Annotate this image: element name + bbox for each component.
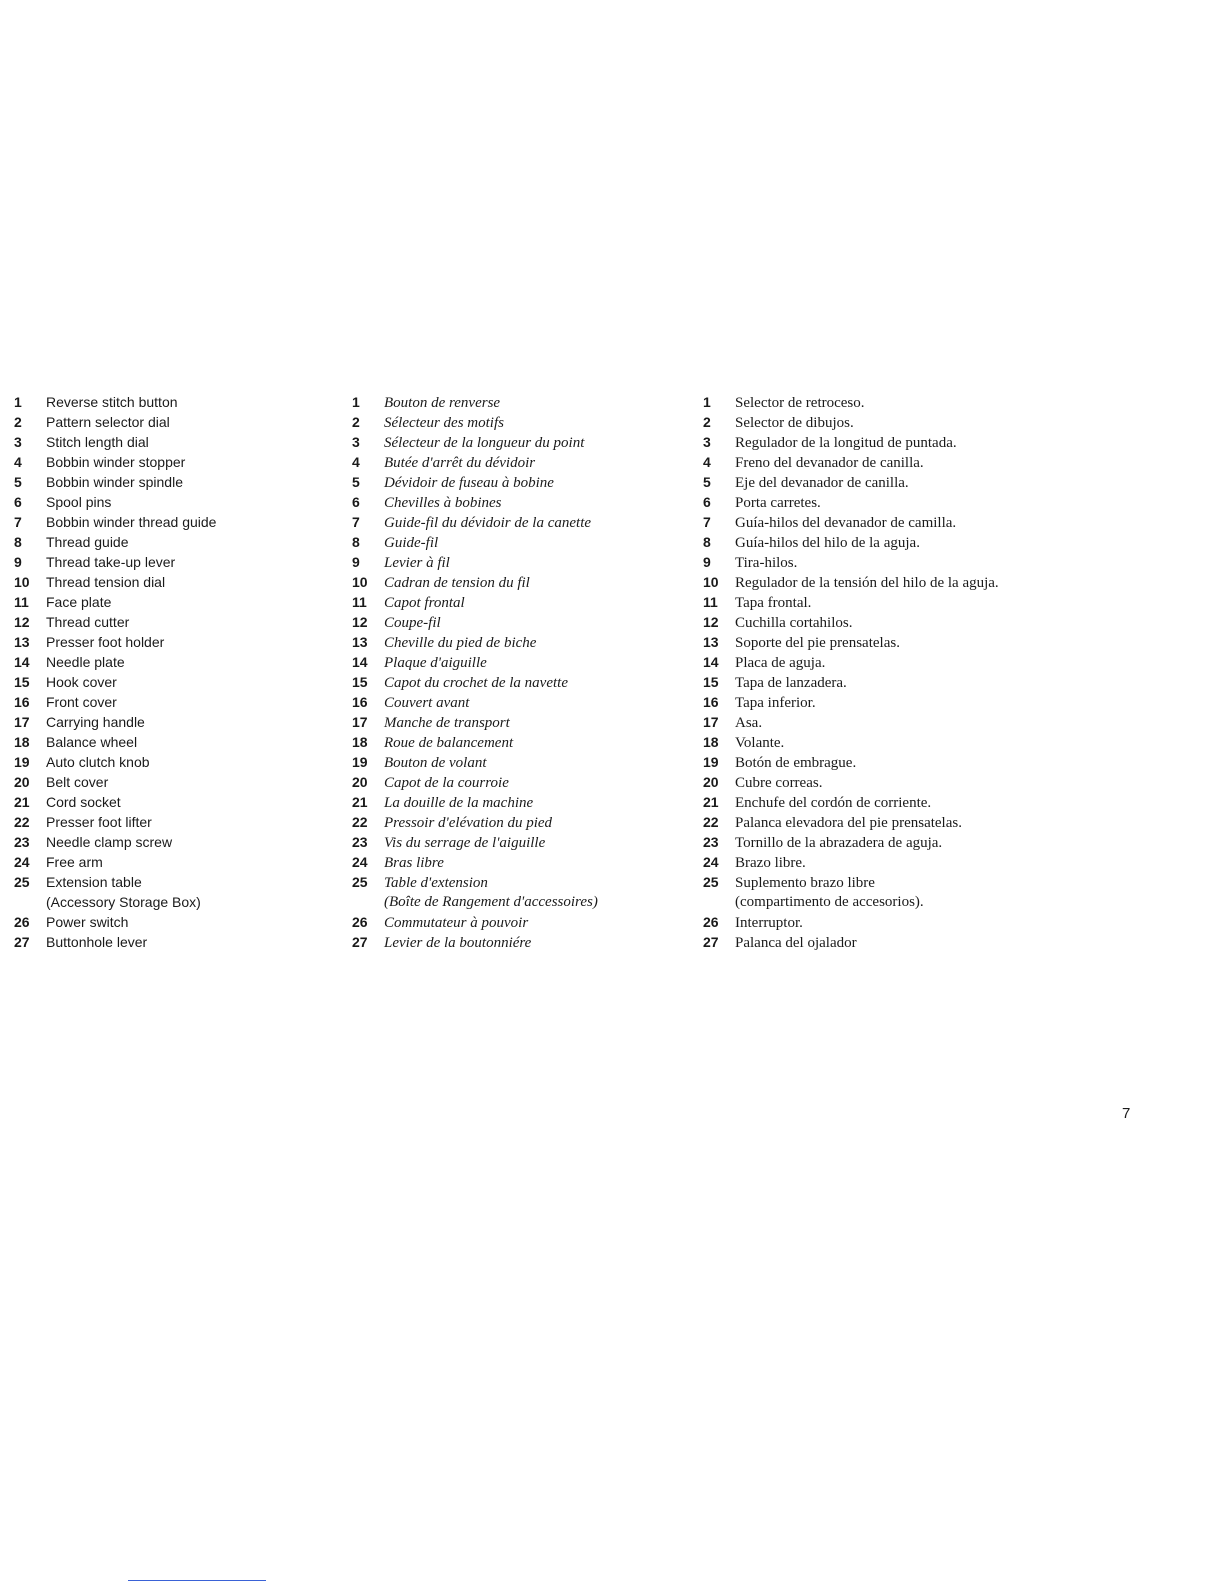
part-number: 4 bbox=[14, 454, 22, 470]
part-number: 5 bbox=[352, 474, 360, 490]
part-number: 7 bbox=[703, 514, 711, 530]
part-label: Presser foot holder bbox=[46, 634, 165, 650]
part-label: Free arm bbox=[46, 854, 103, 870]
part-list-item bbox=[352, 812, 682, 832]
part-list-item bbox=[14, 472, 324, 492]
part-label: Tira-hilos. bbox=[735, 555, 798, 571]
part-label: Guía-hilos del hilo de la aguja. bbox=[735, 535, 920, 551]
part-list-item bbox=[352, 712, 682, 732]
part-list-item bbox=[14, 572, 324, 592]
part-number: 6 bbox=[14, 494, 22, 510]
part-label: Needle clamp screw bbox=[46, 834, 173, 850]
part-list-item bbox=[703, 632, 1103, 652]
part-number: 7 bbox=[14, 514, 22, 530]
part-number: 1 bbox=[703, 394, 711, 410]
part-list-item bbox=[352, 392, 682, 412]
part-number: 20 bbox=[703, 774, 719, 790]
part-number: 19 bbox=[352, 754, 368, 770]
part-number: 27 bbox=[703, 934, 719, 950]
part-label: Placa de aguja. bbox=[735, 655, 826, 671]
part-label: Tapa de lanzadera. bbox=[735, 675, 847, 691]
part-number: 2 bbox=[703, 414, 711, 430]
part-number: 23 bbox=[703, 834, 719, 850]
part-number: 27 bbox=[14, 934, 30, 950]
part-list-item bbox=[352, 912, 682, 932]
part-label: Thread tension dial bbox=[46, 574, 166, 590]
part-label: Power switch bbox=[46, 914, 129, 930]
part-label: (compartimento de accesorios). bbox=[735, 894, 924, 910]
part-label: Enchufe del cordón de corriente. bbox=[735, 795, 932, 811]
part-list-item bbox=[703, 592, 1103, 612]
part-list-item bbox=[352, 472, 682, 492]
part-number: 26 bbox=[14, 914, 30, 930]
part-list-item bbox=[14, 912, 324, 932]
part-list-item bbox=[14, 752, 324, 772]
part-label: Tapa inferior. bbox=[735, 695, 816, 711]
part-number: 16 bbox=[703, 694, 719, 710]
part-label: Carrying handle bbox=[46, 714, 145, 730]
part-number: 4 bbox=[703, 454, 711, 470]
part-label: Cheville du pied de biche bbox=[384, 635, 537, 651]
part-number: 1 bbox=[352, 394, 360, 410]
part-list-item bbox=[14, 412, 324, 432]
part-list-item bbox=[14, 392, 324, 412]
part-label: Commutateur à pouvoir bbox=[384, 915, 529, 931]
part-list-item bbox=[14, 492, 324, 512]
part-list-item bbox=[14, 892, 324, 912]
part-list-item bbox=[352, 412, 682, 432]
part-number: 24 bbox=[703, 854, 719, 870]
part-list-item bbox=[14, 652, 324, 672]
part-label: Cadran de tension du fil bbox=[384, 575, 530, 591]
part-label: Bouton de renverse bbox=[384, 395, 501, 411]
part-number: 27 bbox=[352, 934, 368, 950]
part-number: 12 bbox=[14, 614, 30, 630]
part-label: Manche de transport bbox=[384, 715, 510, 731]
part-label: Table d'extension bbox=[384, 875, 488, 891]
part-list-item bbox=[703, 792, 1103, 812]
part-list-item bbox=[703, 812, 1103, 832]
part-number: 22 bbox=[352, 814, 368, 830]
part-label: Thread take-up lever bbox=[46, 554, 176, 570]
part-list-item bbox=[703, 752, 1103, 772]
part-label: Tapa frontal. bbox=[735, 595, 812, 611]
part-list-item bbox=[703, 672, 1103, 692]
part-list-item bbox=[703, 892, 1103, 912]
part-label: Sélecteur de la longueur du point bbox=[384, 435, 585, 451]
part-label: Presser foot lifter bbox=[46, 814, 152, 830]
part-number: 8 bbox=[14, 534, 22, 550]
part-list-item bbox=[14, 432, 324, 452]
part-label: Interruptor. bbox=[735, 915, 803, 931]
part-number: 16 bbox=[352, 694, 368, 710]
part-label: Selector de retroceso. bbox=[735, 395, 865, 411]
part-number: 25 bbox=[14, 874, 30, 890]
part-label: Dévidoir de fuseau à bobine bbox=[384, 475, 554, 491]
part-label: Capot du crochet de la navette bbox=[384, 675, 568, 691]
part-number: 20 bbox=[14, 774, 30, 790]
part-number: 12 bbox=[352, 614, 368, 630]
part-label: Eje del devanador de canilla. bbox=[735, 475, 909, 491]
part-number: 15 bbox=[703, 674, 719, 690]
part-list-item bbox=[14, 512, 324, 532]
part-list-item bbox=[352, 672, 682, 692]
part-list-item bbox=[703, 772, 1103, 792]
part-label: Suplemento brazo libre bbox=[735, 875, 875, 891]
part-label: Soporte del pie prensatelas. bbox=[735, 635, 900, 651]
part-number: 17 bbox=[14, 714, 30, 730]
part-list-item bbox=[14, 692, 324, 712]
part-number: 9 bbox=[703, 554, 711, 570]
part-list-item bbox=[352, 792, 682, 812]
part-number: 5 bbox=[14, 474, 22, 490]
part-number: 24 bbox=[352, 854, 368, 870]
part-list-item bbox=[352, 852, 682, 872]
part-list-item bbox=[14, 832, 324, 852]
part-label: Guide-fil bbox=[384, 535, 439, 551]
part-list-item bbox=[352, 592, 682, 612]
part-label: Hook cover bbox=[46, 674, 117, 690]
part-number: 10 bbox=[14, 574, 30, 590]
part-list-item bbox=[703, 432, 1103, 452]
part-label: Thread cutter bbox=[46, 614, 130, 630]
part-label: Sélecteur des motifs bbox=[384, 415, 504, 431]
part-list-item bbox=[14, 852, 324, 872]
part-list-item bbox=[703, 852, 1103, 872]
part-number: 3 bbox=[703, 434, 711, 450]
parts-list-english bbox=[14, 392, 324, 952]
part-label: Balance wheel bbox=[46, 734, 138, 750]
part-number: 17 bbox=[352, 714, 368, 730]
part-list-item bbox=[14, 872, 324, 892]
part-number: 18 bbox=[703, 734, 719, 750]
part-label: Belt cover bbox=[46, 774, 109, 790]
part-label: Regulador de la tensión del hilo de la aguja. bbox=[735, 575, 999, 591]
part-label: Bobbin winder thread guide bbox=[46, 514, 217, 530]
part-list-item bbox=[703, 572, 1103, 592]
part-number: 10 bbox=[703, 574, 719, 590]
part-list-item bbox=[352, 632, 682, 652]
part-label: Bobbin winder stopper bbox=[46, 454, 186, 470]
part-number: 18 bbox=[14, 734, 30, 750]
part-label: Face plate bbox=[46, 594, 112, 610]
part-list-item bbox=[703, 872, 1103, 892]
part-number: 23 bbox=[14, 834, 30, 850]
part-list-item bbox=[352, 772, 682, 792]
part-list-item bbox=[352, 832, 682, 852]
part-label: Stitch length dial bbox=[46, 434, 149, 450]
part-list-item bbox=[14, 552, 324, 572]
part-number: 6 bbox=[703, 494, 711, 510]
page-number: 7 bbox=[1122, 1105, 1131, 1122]
part-label: Freno del devanador de canilla. bbox=[735, 455, 924, 471]
part-number: 3 bbox=[352, 434, 360, 450]
part-number: 18 bbox=[352, 734, 368, 750]
part-list-item bbox=[352, 652, 682, 672]
part-number: 21 bbox=[703, 794, 719, 810]
part-label: Pattern selector dial bbox=[46, 414, 170, 430]
part-number: 14 bbox=[14, 654, 30, 670]
parts-list-spanish bbox=[703, 392, 1103, 952]
part-number: 15 bbox=[14, 674, 30, 690]
part-label: Reverse stitch button bbox=[46, 394, 178, 410]
part-number: 26 bbox=[703, 914, 719, 930]
part-list-item bbox=[14, 712, 324, 732]
part-label: Guía-hilos del devanador de camilla. bbox=[735, 515, 957, 531]
part-list-item bbox=[703, 832, 1103, 852]
part-list-item bbox=[352, 512, 682, 532]
part-label: Levier de la boutonniére bbox=[384, 935, 532, 951]
part-number: 21 bbox=[14, 794, 30, 810]
part-list-item bbox=[352, 612, 682, 632]
part-number: 11 bbox=[352, 594, 367, 610]
part-label: Needle plate bbox=[46, 654, 125, 670]
part-number: 8 bbox=[703, 534, 711, 550]
part-label: Chevilles à bobines bbox=[384, 495, 502, 511]
part-number: 2 bbox=[352, 414, 360, 430]
part-number: 22 bbox=[14, 814, 30, 830]
part-label: Capot de la courroie bbox=[384, 775, 509, 791]
part-label: Spool pins bbox=[46, 494, 112, 510]
part-label: Thread guide bbox=[46, 534, 129, 550]
part-list-item bbox=[352, 452, 682, 472]
part-number: 8 bbox=[352, 534, 360, 550]
part-list-item bbox=[703, 472, 1103, 492]
part-list-item bbox=[352, 892, 682, 912]
part-list-item bbox=[352, 532, 682, 552]
part-number: 11 bbox=[14, 594, 29, 610]
part-label: Bouton de volant bbox=[384, 755, 487, 771]
part-label: Palanca del ojalador bbox=[735, 935, 857, 951]
part-label: Couvert avant bbox=[384, 695, 470, 711]
part-label: Extension table bbox=[46, 874, 142, 890]
part-number: 2 bbox=[14, 414, 22, 430]
part-list-item bbox=[703, 552, 1103, 572]
part-number: 13 bbox=[352, 634, 368, 650]
part-list-item bbox=[14, 672, 324, 692]
part-label: Roue de balancement bbox=[384, 735, 514, 751]
part-label: Buttonhole lever bbox=[46, 934, 148, 950]
part-list-item bbox=[14, 532, 324, 552]
part-label: Cord socket bbox=[46, 794, 121, 810]
part-number: 4 bbox=[352, 454, 360, 470]
part-list-item bbox=[352, 932, 682, 952]
part-label: Regulador de la longitud de puntada. bbox=[735, 435, 957, 451]
part-number: 19 bbox=[703, 754, 719, 770]
part-label: Brazo libre. bbox=[735, 855, 806, 871]
part-list-item bbox=[14, 792, 324, 812]
part-list-item bbox=[352, 872, 682, 892]
part-list-item bbox=[14, 452, 324, 472]
part-number: 15 bbox=[352, 674, 368, 690]
part-label: Selector de dibujos. bbox=[735, 415, 854, 431]
part-list-item bbox=[352, 572, 682, 592]
part-label: Coupe-fil bbox=[384, 615, 441, 631]
part-label: Vis du serrage de l'aiguille bbox=[384, 835, 546, 851]
part-number: 6 bbox=[352, 494, 360, 510]
part-label: Volante. bbox=[735, 735, 785, 751]
part-number: 23 bbox=[352, 834, 368, 850]
part-number: 12 bbox=[703, 614, 719, 630]
part-label: Asa. bbox=[735, 715, 763, 731]
part-label: Cubre correas. bbox=[735, 775, 823, 791]
part-number: 7 bbox=[352, 514, 360, 530]
part-list-item bbox=[703, 612, 1103, 632]
part-label: Auto clutch knob bbox=[46, 754, 150, 770]
part-number: 21 bbox=[352, 794, 368, 810]
part-list-item bbox=[14, 612, 324, 632]
part-label: La douille de la machine bbox=[384, 795, 534, 811]
part-list-item bbox=[14, 772, 324, 792]
part-number: 24 bbox=[14, 854, 30, 870]
part-list-item bbox=[703, 492, 1103, 512]
part-label: Levier à fil bbox=[384, 555, 450, 571]
part-list-item bbox=[703, 512, 1103, 532]
part-list-item bbox=[352, 752, 682, 772]
part-list-item bbox=[703, 452, 1103, 472]
part-list-item bbox=[703, 932, 1103, 952]
part-number: 10 bbox=[352, 574, 368, 590]
part-list-item bbox=[703, 412, 1103, 432]
part-list-item bbox=[352, 692, 682, 712]
part-number: 20 bbox=[352, 774, 368, 790]
part-number: 16 bbox=[14, 694, 30, 710]
part-list-item bbox=[703, 532, 1103, 552]
part-label: (Boîte de Rangement d'accessoires) bbox=[384, 894, 598, 910]
part-list-item bbox=[14, 632, 324, 652]
part-list-item bbox=[703, 912, 1103, 932]
part-label: Cuchilla cortahilos. bbox=[735, 615, 853, 631]
part-label: Porta carretes. bbox=[735, 495, 821, 511]
part-label: Pressoir d'elévation du pied bbox=[384, 815, 553, 831]
part-number: 13 bbox=[14, 634, 30, 650]
part-label: (Accessory Storage Box) bbox=[46, 894, 201, 910]
part-list-item bbox=[14, 592, 324, 612]
part-label: Plaque d'aiguille bbox=[384, 655, 487, 671]
part-list-item bbox=[352, 492, 682, 512]
part-number: 9 bbox=[14, 554, 22, 570]
part-list-item bbox=[703, 652, 1103, 672]
part-number: 25 bbox=[352, 874, 368, 890]
part-number: 26 bbox=[352, 914, 368, 930]
part-number: 5 bbox=[703, 474, 711, 490]
part-number: 3 bbox=[14, 434, 22, 450]
part-number: 14 bbox=[352, 654, 368, 670]
part-number: 1 bbox=[14, 394, 22, 410]
part-number: 14 bbox=[703, 654, 719, 670]
part-list-item bbox=[352, 432, 682, 452]
parts-list-french bbox=[352, 392, 682, 952]
part-number: 11 bbox=[703, 594, 718, 610]
part-list-item bbox=[703, 712, 1103, 732]
part-list-item bbox=[14, 812, 324, 832]
part-label: Palanca elevadora del pie prensatelas. bbox=[735, 815, 962, 831]
bottom-rule bbox=[128, 1580, 266, 1581]
part-list-item bbox=[14, 732, 324, 752]
part-list-item bbox=[14, 932, 324, 952]
part-label: Bobbin winder spindle bbox=[46, 474, 183, 490]
part-number: 25 bbox=[703, 874, 719, 890]
part-label: Bras libre bbox=[384, 855, 444, 871]
part-number: 22 bbox=[703, 814, 719, 830]
part-label: Tornillo de la abrazadera de aguja. bbox=[735, 835, 943, 851]
part-list-item bbox=[703, 692, 1103, 712]
part-number: 19 bbox=[14, 754, 30, 770]
part-number: 17 bbox=[703, 714, 719, 730]
part-label: Botón de embrague. bbox=[735, 755, 857, 771]
part-label: Front cover bbox=[46, 694, 117, 710]
part-list-item bbox=[352, 552, 682, 572]
part-number: 13 bbox=[703, 634, 719, 650]
part-label: Guide-fil du dévidoir de la canette bbox=[384, 515, 592, 531]
part-label: Butée d'arrêt du dévidoir bbox=[384, 455, 536, 471]
part-label: Capot frontal bbox=[384, 595, 465, 611]
part-list-item bbox=[703, 732, 1103, 752]
part-list-item bbox=[703, 392, 1103, 412]
part-number: 9 bbox=[352, 554, 360, 570]
part-list-item bbox=[352, 732, 682, 752]
